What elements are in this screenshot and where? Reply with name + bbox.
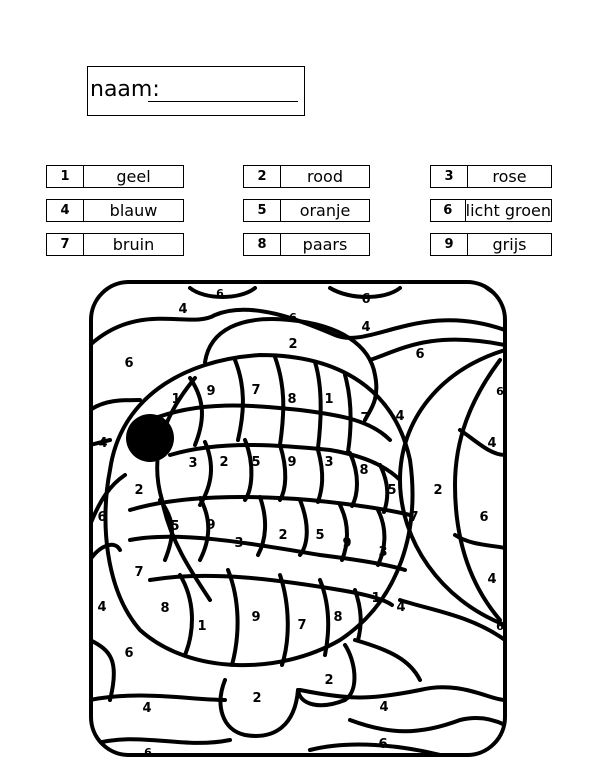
region-number: 7 <box>297 618 307 633</box>
scale-divider <box>235 360 243 440</box>
region-number: 3 <box>188 456 198 471</box>
region-number: 4 <box>396 600 406 615</box>
region-number: 7 <box>251 383 261 398</box>
region-number: 9 <box>206 518 216 533</box>
scale-divider <box>228 570 238 665</box>
legend-number: 8 <box>244 234 281 255</box>
region-number: 7 <box>409 510 419 525</box>
scale-divider <box>355 590 361 640</box>
legend-number: 9 <box>431 234 468 255</box>
body-stripe <box>150 406 390 440</box>
region-number: 2 <box>278 528 288 543</box>
legend-number: 4 <box>47 200 84 221</box>
region-number: 2 <box>324 673 334 688</box>
region-number: 7 <box>360 411 370 426</box>
region-number: 5 <box>170 519 180 534</box>
region-number: 2 <box>219 455 229 470</box>
scale-divider <box>280 575 288 665</box>
scale-divider <box>190 378 202 445</box>
scale-divider <box>345 375 351 452</box>
region-number: 6 <box>97 510 107 525</box>
region-number: 4 <box>142 701 152 716</box>
region-number: 2 <box>433 483 443 498</box>
region-number: 9 <box>251 610 261 625</box>
region-number: 4 <box>97 600 107 615</box>
name-label: naam: <box>90 77 160 102</box>
region-number: 9 <box>342 536 352 551</box>
region-number: 1 <box>371 591 381 606</box>
region-number: 6 <box>124 356 134 371</box>
region-number: 8 <box>333 610 343 625</box>
legend-color-name: bruin <box>112 235 155 254</box>
legend-number: 1 <box>47 166 84 187</box>
region-number: 9 <box>287 455 297 470</box>
region-number: 8 <box>359 463 369 478</box>
region-number: 6 <box>124 646 134 661</box>
region-number: 4 <box>379 700 389 715</box>
region-number: 9 <box>206 384 216 399</box>
region-number: 6 <box>496 620 504 633</box>
region-number: 1 <box>171 392 181 407</box>
scale-divider <box>320 580 328 655</box>
wave-line <box>300 687 505 700</box>
legend-color-name: oranje <box>299 201 351 220</box>
region-number: 6 <box>361 292 371 307</box>
region-number: 6 <box>378 737 388 752</box>
fish-eye <box>126 414 174 462</box>
legend-color-name: grijs <box>492 235 527 254</box>
scale-divider <box>200 442 211 505</box>
wave-line <box>90 545 120 560</box>
region-number: 6 <box>144 746 152 759</box>
region-number: 8 <box>287 392 297 407</box>
legend-color-name: blauw <box>109 201 158 220</box>
region-number: 3 <box>378 545 388 560</box>
wave-line <box>90 400 140 410</box>
region-number: 3 <box>324 455 334 470</box>
scale-divider <box>280 445 285 500</box>
body-stripe <box>130 497 410 515</box>
region-number: 1 <box>197 619 207 634</box>
region-number: 6 <box>216 287 224 300</box>
region-number: 1 <box>324 392 334 407</box>
legend-number: 5 <box>244 200 281 221</box>
wave-line <box>350 718 505 731</box>
region-number: 8 <box>160 601 170 616</box>
bottom-fin <box>221 680 298 736</box>
region-number: 6 <box>289 311 297 324</box>
legend-color-name: rood <box>307 167 343 186</box>
region-number: 3 <box>234 536 244 551</box>
region-number: 7 <box>134 565 144 580</box>
legend-number: 6 <box>431 200 466 221</box>
region-number: 5 <box>387 483 397 498</box>
region-number: 4 <box>487 436 497 451</box>
region-number: 6 <box>479 510 489 525</box>
region-number: 4 <box>395 409 405 424</box>
region-number: 4 <box>361 320 371 335</box>
wave-line <box>90 640 114 700</box>
region-number: 2 <box>134 483 144 498</box>
region-number: 6 <box>496 385 504 398</box>
legend-color-name: paars <box>302 235 348 254</box>
picture-frame <box>91 282 505 755</box>
region-number: 2 <box>252 691 262 706</box>
legend-number: 2 <box>244 166 281 187</box>
wave-line <box>355 640 420 680</box>
region-number: 5 <box>315 528 325 543</box>
region-number: 4 <box>487 572 497 587</box>
region-number: 4 <box>178 302 188 317</box>
region-number: 5 <box>251 455 261 470</box>
scale-divider <box>318 450 322 502</box>
region-number: 2 <box>288 337 298 352</box>
scale-divider <box>180 575 192 655</box>
wave-line <box>460 430 505 455</box>
scale-divider <box>275 357 283 445</box>
wave-line <box>90 739 230 745</box>
legend-color-name: geel <box>116 167 151 186</box>
region-number: 4 <box>98 436 108 451</box>
scale-divider <box>380 465 387 512</box>
scale-divider <box>340 505 347 560</box>
scale-divider <box>350 453 357 506</box>
region-number: 6 <box>415 347 425 362</box>
legend-number: 3 <box>431 166 468 187</box>
legend-number: 7 <box>47 234 84 255</box>
legend-color-name: rose <box>492 167 527 186</box>
scale-divider <box>245 440 251 500</box>
scale-divider <box>300 500 307 555</box>
scale-divider <box>315 362 321 448</box>
legend-color-name: licht groen <box>465 201 551 220</box>
